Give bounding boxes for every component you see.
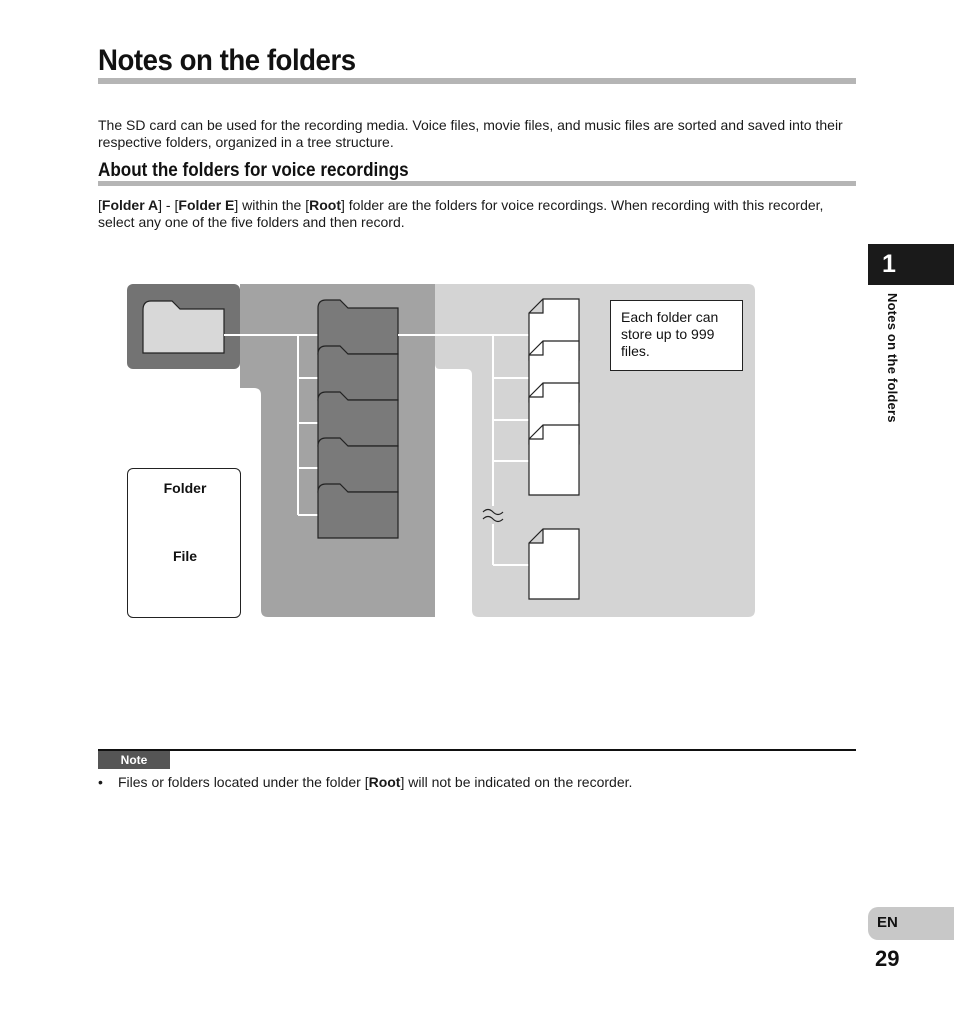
- folder-icon: [318, 484, 398, 538]
- note-label: Note: [98, 751, 170, 769]
- intro-paragraph: The SD card can be used for the recording media. Voice files, movie files, and music files are sorted and saved into their respective folders, organized in a tree structure.: [98, 117, 843, 150]
- legend-folder-label: Folder: [163, 480, 207, 496]
- root-folder-icon: [143, 301, 224, 353]
- page-title: Notes on the folders: [98, 44, 356, 77]
- bullet: •: [98, 774, 103, 790]
- language-tab: EN: [868, 907, 954, 940]
- voice-folder-icons: [318, 300, 398, 538]
- legend-file-label: File: [172, 548, 198, 564]
- legend-box: [127, 468, 241, 618]
- section-heading: About the folders for voice recordings: [98, 160, 409, 181]
- page-number: 29: [875, 946, 900, 971]
- chapter-title-vertical: Notes on the folders: [885, 293, 900, 423]
- folders-paragraph: [Folder A] - [Folder E] within the [Root] folder are the folders for voice recordings. When recording with this recorder, select any one of the five folders and then record.: [98, 197, 824, 230]
- file-icons: [529, 299, 579, 599]
- chapter-number-tab: 1: [868, 244, 954, 285]
- note-item: • Files or folders located under the folder [Root] will not be indicated on the recorder.: [98, 774, 633, 790]
- note-divider: [98, 749, 856, 751]
- capacity-callout: Each folder can store up to 999 files.: [610, 300, 743, 371]
